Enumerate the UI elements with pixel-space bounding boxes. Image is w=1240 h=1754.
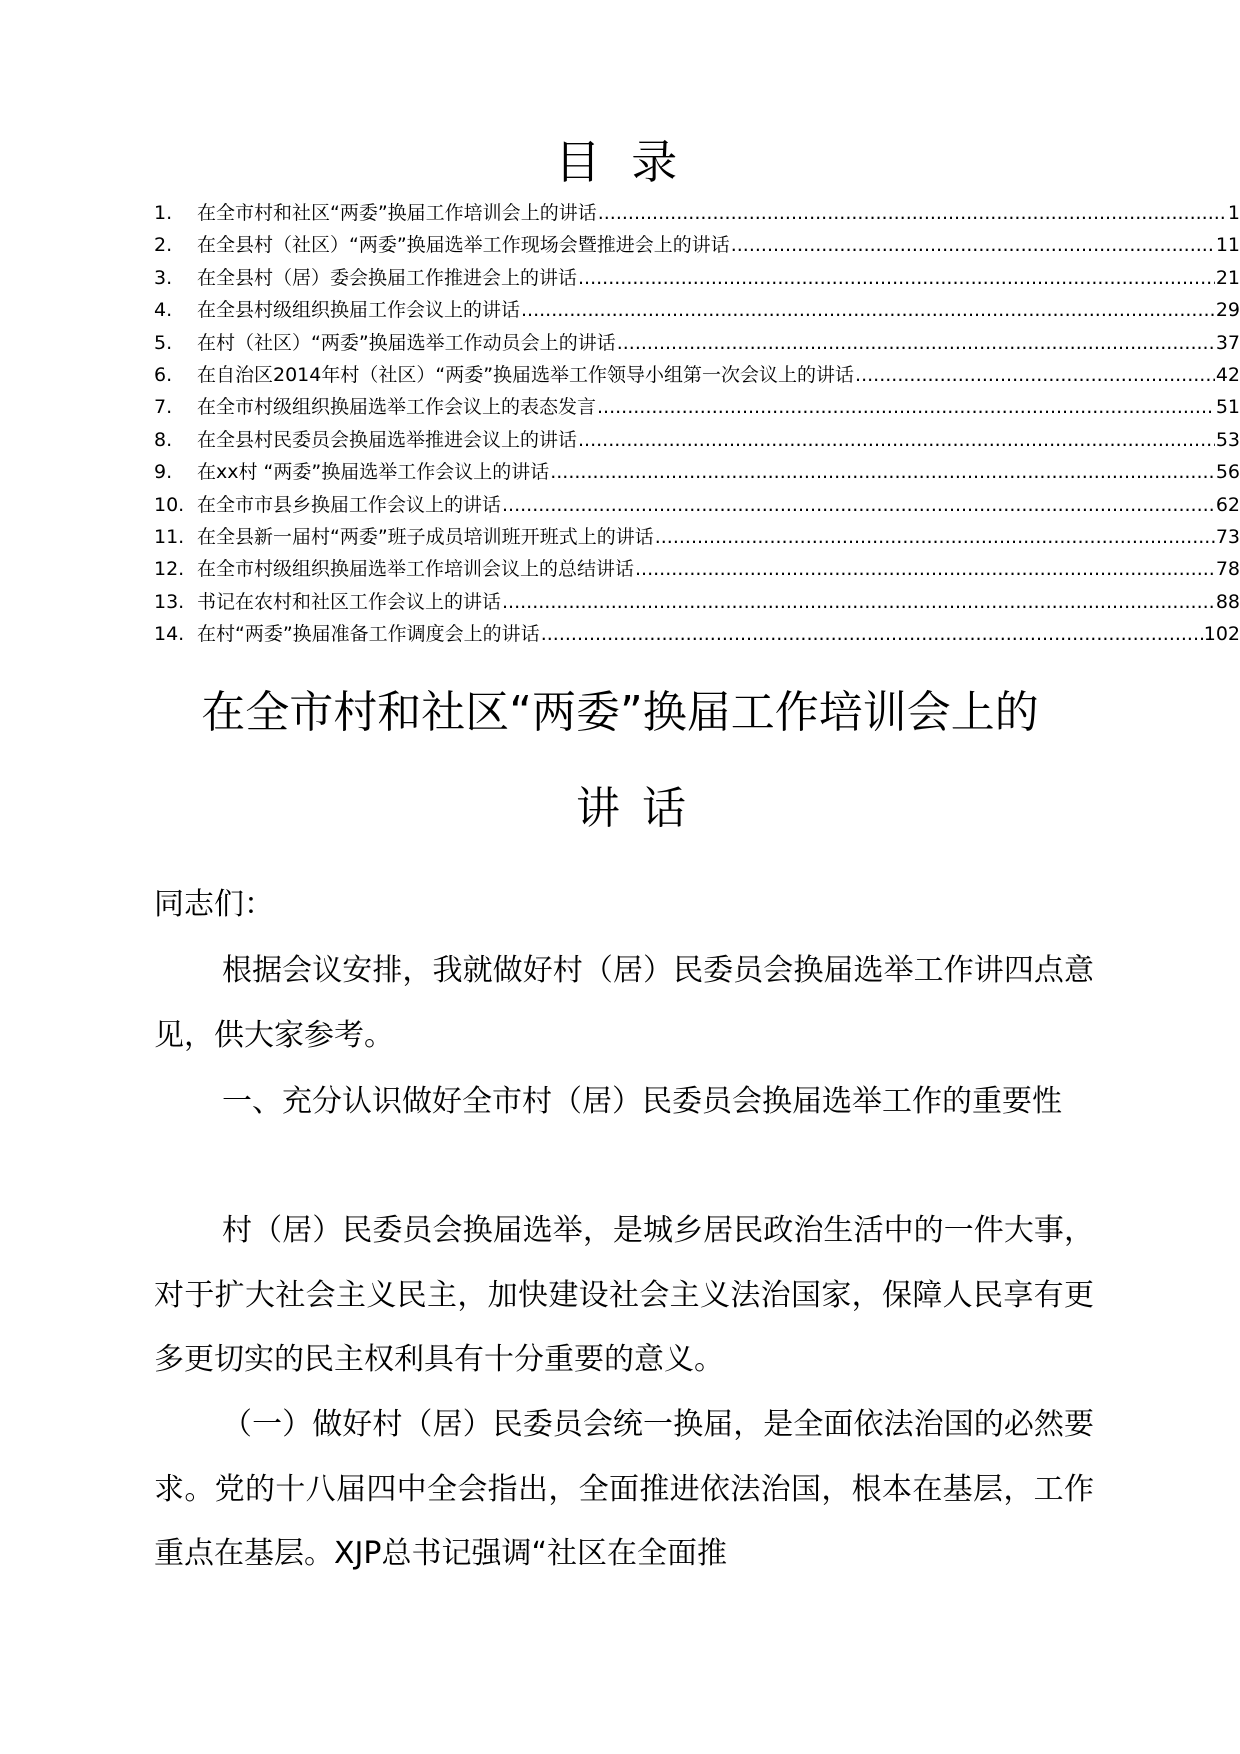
toc-entry-page-number: 21 [1215,266,1240,289]
toc-entry-title: 在村“两委”换届准备工作调度会上的讲话 [197,623,540,646]
toc-entry-page-number: 102 [1203,623,1240,646]
toc-entry-number: 10. [154,493,185,516]
toc-entry-number: 1. [154,202,173,224]
section-heading: 一、充分认识做好全市村（居）民委员会换届选举工作的重要性 [222,1084,1062,1119]
toc-dot-leader [598,197,1227,229]
toc-dot-leader [855,359,1215,391]
toc-entry[interactable] [154,521,1240,553]
toc-entry-page-number: 51 [1215,396,1240,419]
paragraph: （一）做好村（居）民委员会统一换届，是全面依法治国的必然要求。党的十八届四中全会指出，全面推进依法治国，根本在基层，工作重点在基层。XJP总书记强调“社区在全面推 [154,1407,1094,1571]
toc-dot-leader [597,391,1215,423]
toc-entry-number: 9. [154,461,173,484]
paragraph: 村（居）民委员会换届选举，是城乡居民政治生活中的一件大事，对于扩大社会主义民主，加快建设社会主义法治国家，保障人民享有更多更切实的民主权利具有十分重要的意义。 [154,1213,1094,1377]
toc-entry-number: 14. [154,623,185,646]
toc-entry-page-number: 62 [1215,493,1240,516]
paragraph: 根据会议安排，我就做好村（居）民委员会换届选举工作讲四点意见，供大家参考。 [154,953,1094,1053]
toc-entry-title: 在全县村（居）委会换届工作推进会上的讲话 [197,266,578,289]
toc-entry[interactable] [154,262,1240,294]
toc-entry-page-number: 29 [1215,299,1240,322]
document-title-line-1: 在全市村和社区“两委”换届工作培训会上的 [201,687,1039,738]
toc-dot-leader [635,553,1215,585]
toc-entry-page-number: 1 [1227,202,1240,224]
toc-entry-number: 12. [154,558,185,581]
toc-entry[interactable] [154,229,1240,261]
table-of-contents [154,197,1240,650]
toc-dot-leader [578,424,1215,456]
toc-entry-title: 在全县村（社区）“两委”换届选举工作现场会暨推进会上的讲话 [197,234,730,257]
toc-dot-leader [655,521,1215,553]
toc-dot-leader [617,327,1215,359]
toc-entry-title: 在xx村 “两委”换届选举工作会议上的讲话 [197,461,550,484]
toc-entry[interactable] [154,359,1240,391]
toc-entry-title: 在全市村级组织换届选举工作培训会议上的总结讲话 [197,558,635,581]
toc-entry-page-number: 78 [1215,558,1240,581]
toc-dot-leader [502,586,1215,618]
toc-entry[interactable] [154,618,1240,650]
toc-entry-page-number: 42 [1215,363,1240,386]
toc-entry-page-number: 11 [1215,234,1240,257]
salutation: 同志们： [154,887,274,922]
toc-entry-number: 8. [154,428,173,451]
toc-entry-title: 在全县村级组织换届工作会议上的讲话 [197,299,521,322]
toc-dot-leader [731,229,1215,261]
toc-dot-leader [541,618,1203,650]
toc-entry[interactable] [154,391,1240,423]
toc-entry-page-number: 37 [1215,331,1240,354]
toc-entry-number: 2. [154,234,173,257]
toc-entry-title: 在全市市县乡换届工作会议上的讲话 [197,493,502,516]
toc-entry[interactable] [154,294,1240,326]
toc-entry-number: 6. [154,363,173,386]
toc-entry-title: 在全市村级组织换届选举工作会议上的表态发言 [197,396,597,419]
toc-entry-page-number: 56 [1215,461,1240,484]
toc-entry-page-number: 88 [1215,590,1240,613]
toc-entry-title: 在全县新一届村“两委”班子成员培训班开班式上的讲话 [197,525,654,548]
toc-dot-leader [550,456,1215,488]
toc-dot-leader [502,489,1215,521]
toc-entry-title: 在村（社区）“两委”换届选举工作动员会上的讲话 [197,331,616,354]
toc-entry-number: 5. [154,331,173,354]
toc-entry-number: 3. [154,266,173,289]
toc-entry-title: 在自治区2014年村（社区）“两委”换届选举工作领导小组第一次会议上的讲话 [197,363,855,386]
toc-entry-number: 13. [154,590,185,613]
toc-entry-page-number: 53 [1215,428,1240,451]
toc-entry[interactable] [154,197,1240,229]
toc-entry[interactable] [154,327,1240,359]
toc-entry-title: 在全市村和社区“两委”换届工作培训会上的讲话 [197,202,597,224]
toc-entry-number: 4. [154,299,173,322]
toc-entry-number: 7. [154,396,173,419]
toc-entry-page-number: 73 [1215,525,1240,548]
toc-entry-title: 书记在农村和社区工作会议上的讲话 [197,590,502,613]
toc-entry-title: 在全县村民委员会换届选举推进会议上的讲话 [197,428,578,451]
toc-entry[interactable] [154,489,1240,521]
toc-entry[interactable] [154,456,1240,488]
toc-dot-leader [578,262,1215,294]
toc-entry[interactable] [154,586,1240,618]
toc-dot-leader [521,294,1215,326]
toc-entry[interactable] [154,553,1240,585]
toc-title: 目 录 [554,135,686,189]
document-title-line-2: 讲话 [576,783,708,834]
toc-entry[interactable] [154,424,1240,456]
toc-entry-number: 11. [154,525,185,548]
